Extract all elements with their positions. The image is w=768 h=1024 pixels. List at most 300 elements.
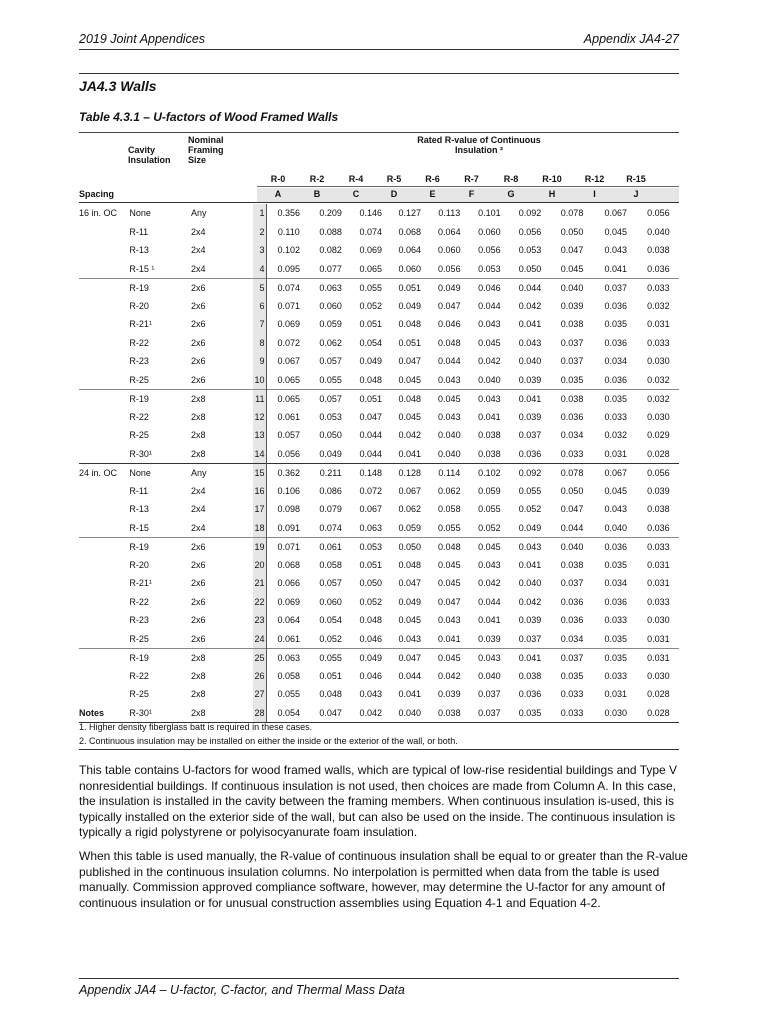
u-factor-cell: 0.038: [478, 430, 501, 441]
table-title: Table 4.3.1 – U-factors of Wood Framed Walls: [79, 110, 339, 124]
u-factor-cell: 0.036: [560, 411, 584, 422]
u-factor-cell: 0.066: [277, 578, 301, 589]
r-value-row: [257, 173, 679, 187]
u-factor-cell: 0.055: [478, 504, 501, 515]
framing-size-cell: 2x8: [191, 704, 253, 723]
cavity-insulation-cell: R-15: [129, 522, 149, 533]
u-factor-cell: 0.065: [359, 263, 382, 274]
u-factor-cell: 0.056: [277, 448, 301, 459]
column-letter-cell: J: [633, 189, 639, 199]
u-factor-cell: 0.106: [277, 485, 301, 496]
column-letter-cell: G: [507, 189, 515, 199]
u-factor-cell: 0.042: [398, 430, 422, 441]
u-factor-cell: 0.045: [478, 337, 501, 348]
cavity-header-line1: Cavity: [128, 145, 156, 155]
u-factor-cell: 0.031: [647, 559, 670, 570]
u-factor-cell: 0.049: [518, 522, 542, 533]
u-factor-cell: 0.031: [604, 689, 627, 700]
spacing-cell: [79, 445, 129, 464]
u-factor-cell: 0.058: [438, 504, 461, 515]
u-factor-cell: 0.041: [518, 319, 542, 330]
u-factor-cell: 0.057: [319, 356, 342, 367]
page-header: [79, 32, 679, 50]
u-factor-cell: 0.045: [604, 226, 627, 237]
description-paragraph-1: This table contains U-factors for wood framed walls, which are typical of low-rise residential buildings and Type V nonresidential buildings. If continuous insulation is not used, then choices are made from Column A. In this case, the insulation is installed in the cavity between the framing members. When continuous insulation is-used, this is typically installed on the exterior side of the wall, but can also be used on the inside. The continuous insulation is typically a rigid polystyrene or polyisocyanurate foam insulation.: [79, 763, 678, 839]
u-factor-cell: 0.056: [518, 226, 542, 237]
u-factor-cell: 0.053: [351, 537, 390, 556]
u-factor-cell: 0.071: [267, 537, 310, 556]
row-number-cell: 12: [253, 408, 267, 427]
column-letter-row: [257, 188, 679, 202]
u-factor-cell: 0.041: [604, 263, 627, 274]
u-factor-cell: 0.082: [319, 245, 342, 256]
u-factor-cell: 0.031: [647, 578, 670, 589]
u-factor-cell: 0.028: [638, 704, 679, 723]
spacing-cell: [79, 297, 129, 316]
section-title: JA4.3 Walls: [79, 73, 679, 94]
u-factor-cell: 0.078: [560, 208, 584, 219]
cavity-insulation-cell: R-19: [129, 648, 191, 667]
u-factor-cell: 0.032: [647, 300, 670, 311]
nominal-header-line1: Nominal: [188, 135, 224, 145]
u-factor-cell: 0.086: [319, 485, 342, 496]
u-factor-cell: 0.043: [518, 337, 542, 348]
u-factor-cell: 0.048: [429, 537, 469, 556]
u-factor-cell: 0.045: [604, 485, 627, 496]
cavity-header-line2: Insulation: [128, 155, 171, 165]
cavity-insulation-cell: R-30¹: [129, 704, 191, 723]
cavity-insulation-cell: None: [129, 208, 151, 219]
u-factor-cell: 0.051: [351, 389, 390, 408]
u-factor-cell: 0.035: [604, 559, 627, 570]
u-factor-cell: 0.039: [518, 374, 542, 385]
u-factor-cell: 0.030: [647, 356, 670, 367]
column-letter-cell: C: [352, 189, 360, 199]
u-factor-cell: 0.045: [398, 374, 422, 385]
table-row: [79, 574, 679, 593]
u-factor-cell: 0.049: [319, 448, 342, 459]
framing-size-cell: 2x8: [190, 448, 206, 459]
u-factor-cell: 0.061: [310, 537, 351, 556]
u-factor-cell: 0.092: [518, 208, 542, 219]
cavity-insulation-cell: R-19: [129, 537, 191, 556]
u-factor-cell: 0.032: [638, 389, 679, 408]
u-factor-cell: 0.113: [438, 208, 461, 219]
row-number-cell: 1: [253, 204, 267, 223]
row-number-cell: 3: [253, 241, 267, 260]
spacing-cell: [79, 611, 129, 630]
framing-size-cell: 2x8: [190, 430, 206, 441]
u-factor-cell: 0.038: [518, 670, 542, 681]
r-value-header-cell: R-5: [386, 174, 402, 184]
u-factor-cell: 0.031: [638, 648, 679, 667]
u-factor-cell: 0.068: [277, 559, 301, 570]
u-factor-cell: 0.036: [560, 615, 584, 626]
u-factor-cell: 0.056: [438, 263, 461, 274]
u-factor-cell: 0.074: [319, 522, 342, 533]
table-row: [79, 223, 679, 242]
row-number-cell: 13: [253, 426, 267, 445]
u-factor-cell: 0.041: [509, 648, 550, 667]
column-letter-cell: I: [593, 189, 596, 199]
u-factor-cell: 0.047: [390, 648, 429, 667]
u-factor-cell: 0.036: [604, 300, 627, 311]
u-factor-cell: 0.068: [398, 226, 422, 237]
u-factor-cell: 0.038: [551, 389, 594, 408]
u-factor-cell: 0.040: [647, 226, 670, 237]
u-factor-cell: 0.042: [438, 670, 461, 681]
u-factor-cell: 0.050: [359, 578, 382, 589]
u-factor-cell: 0.035: [594, 389, 638, 408]
row-number-cell: 28: [253, 704, 267, 723]
u-factor-cell: 0.055: [438, 522, 461, 533]
u-factor-cell: 0.045: [438, 578, 461, 589]
framing-size-cell: 2x6: [190, 615, 206, 626]
u-factor-cell: 0.045: [398, 615, 422, 626]
u-factor-cell: 0.092: [509, 463, 550, 482]
row-number-cell: 11: [253, 389, 267, 408]
spacing-cell: [79, 352, 129, 371]
u-factor-cell: 0.062: [398, 504, 422, 515]
spacing-cell: [79, 556, 129, 575]
u-factor-cell: 0.362: [267, 463, 310, 482]
u-factor-cell: 0.064: [438, 226, 461, 237]
spacing-cell: [79, 574, 129, 593]
u-factor-cell: 0.033: [638, 537, 679, 556]
framing-size-cell: 2x6: [191, 278, 253, 297]
spacing-cell: [79, 630, 129, 649]
u-factor-cell: 0.043: [469, 648, 509, 667]
u-factor-cell: 0.071: [277, 300, 301, 311]
nominal-header-line3: Size: [188, 155, 207, 165]
u-factor-cell: 0.033: [560, 448, 584, 459]
u-factor-cell: 0.044: [438, 356, 461, 367]
u-factor-cell: 0.043: [604, 504, 627, 515]
framing-size-cell: 2x8: [191, 648, 253, 667]
framing-size-cell: 2x6: [190, 633, 206, 644]
u-factor-cell: 0.047: [359, 411, 382, 422]
u-factor-cell: 0.050: [319, 430, 342, 441]
u-factor-cell: 0.055: [310, 648, 351, 667]
u-factor-cell: 0.101: [478, 208, 501, 219]
spacing-cell: [79, 334, 129, 353]
r-value-header-cell: R-8: [503, 174, 519, 184]
u-factor-cell: 0.046: [359, 633, 382, 644]
column-letter-cell: E: [429, 189, 436, 199]
u-factor-cell: 0.059: [398, 522, 422, 533]
u-factor-cell: 0.060: [398, 263, 422, 274]
spacing-cell: [79, 241, 129, 260]
u-factor-cell: 0.041: [478, 615, 501, 626]
u-factor-cell: 0.069: [359, 245, 382, 256]
u-factor-cell: 0.033: [604, 670, 627, 681]
row-number-cell: 25: [253, 648, 267, 667]
u-factor-cell: 0.127: [398, 208, 422, 219]
u-factor-cell: 0.078: [551, 463, 594, 482]
row-number-cell: 5: [253, 278, 267, 297]
framing-size-cell: 2x6: [190, 374, 206, 385]
u-factor-cell: 0.040: [604, 522, 627, 533]
u-factor-cell: 0.051: [398, 337, 422, 348]
framing-size-cell: 2x6: [190, 356, 206, 367]
u-factor-cell: 0.062: [438, 485, 461, 496]
u-factor-cell: 0.038: [560, 319, 584, 330]
u-factor-cell: 0.067: [604, 208, 627, 219]
cavity-insulation-cell: R-19: [129, 278, 191, 297]
u-factor-cell: 0.148: [351, 463, 390, 482]
u-factor-cell: 0.045: [429, 389, 469, 408]
row-number-cell: 27: [253, 685, 267, 704]
u-factor-cell: 0.038: [647, 504, 670, 515]
u-factor-cell: 0.052: [359, 300, 382, 311]
cavity-insulation-cell: R-30¹: [129, 448, 152, 459]
spacing-cell: [79, 482, 129, 501]
row-number-cell: 8: [253, 334, 267, 353]
table-row: [79, 500, 679, 519]
u-factor-cell: 0.051: [359, 319, 382, 330]
row-number-cell: 2: [253, 223, 267, 242]
spacing-cell: [79, 667, 129, 686]
row-number-cell: 14: [253, 445, 267, 464]
u-factor-cell: 0.102: [469, 463, 509, 482]
u-factor-cell: 0.054: [359, 337, 382, 348]
u-factor-cell: 0.030: [647, 615, 670, 626]
spacing-cell: [79, 371, 129, 390]
u-factor-cell: 0.055: [518, 485, 542, 496]
u-factor-cell: 0.055: [277, 689, 301, 700]
u-factor-cell: 0.098: [277, 504, 301, 515]
u-factor-cell: 0.037: [518, 633, 542, 644]
u-factor-cell: 0.114: [429, 463, 469, 482]
description-paragraph-2: When this table is used manually, the R-value of continuous insulation shall be equal to or greater than the R-value published in the continuous insulation columns. No interpolation is permitted when data from the table is used manually. Commission approved compliance software, however, may determine the U-factor for any amount of continuous insulation or for unusual construction assemblies using Equation 4-1 and Equation 4-2.: [79, 849, 688, 910]
u-factor-cell: 0.050: [518, 263, 542, 274]
row-number-cell: 19: [253, 537, 267, 556]
u-factor-cell: 0.043: [438, 411, 461, 422]
framing-size-cell: 2x4: [190, 245, 206, 256]
u-factor-cell: 0.033: [551, 704, 594, 723]
u-factor-cell: 0.046: [359, 670, 382, 681]
u-factor-cell: 0.043: [478, 319, 501, 330]
table-row: [79, 593, 679, 612]
u-factor-cell: 0.030: [594, 704, 638, 723]
u-factor-cell: 0.041: [509, 389, 550, 408]
u-factor-cell: 0.051: [359, 559, 382, 570]
u-factor-cell: 0.062: [319, 337, 342, 348]
spacing-cell: [79, 389, 129, 408]
table-row: [79, 352, 679, 371]
u-factor-cell: 0.036: [560, 596, 584, 607]
u-factor-cell: 0.043: [438, 615, 461, 626]
u-factor-cell: 0.069: [277, 596, 301, 607]
table-row: [79, 371, 679, 390]
header-right-text: Appendix JA4-27: [583, 32, 679, 46]
table-row: [79, 260, 679, 279]
u-factor-cell: 0.045: [429, 648, 469, 667]
framing-size-cell: 2x6: [190, 578, 206, 589]
column-letter-cell: D: [390, 189, 398, 199]
u-factor-cell: 0.065: [277, 374, 301, 385]
table-row: [79, 334, 679, 353]
u-factor-cell: 0.033: [560, 689, 584, 700]
u-factor-cell: 0.039: [518, 615, 542, 626]
u-factor-cell: 0.046: [438, 319, 461, 330]
u-factor-cell: 0.047: [560, 504, 584, 515]
u-factor-cell: 0.059: [478, 485, 501, 496]
table-row: [79, 241, 679, 260]
row-number-cell: 18: [253, 519, 267, 538]
row-number-cell: 15: [253, 463, 267, 482]
u-factor-cell: 0.038: [478, 448, 501, 459]
u-factor-cell: 0.031: [647, 319, 670, 330]
u-factor-cell: 0.039: [560, 300, 584, 311]
u-factor-cell: 0.037: [469, 704, 509, 723]
u-factor-cell: 0.044: [398, 670, 422, 681]
page-footer: Appendix JA4 – U-factor, C-factor, and Thermal Mass Data: [79, 978, 679, 997]
cavity-insulation-cell: R-25: [129, 633, 149, 644]
u-factor-cell: 0.036: [518, 448, 542, 459]
u-factor-cell: 0.110: [277, 226, 300, 237]
u-factor-cell: 0.061: [277, 633, 301, 644]
u-factor-cell: 0.048: [359, 615, 382, 626]
u-factor-cell: 0.050: [560, 226, 584, 237]
u-factor-cell: 0.040: [551, 278, 594, 297]
u-factor-cell: 0.038: [647, 245, 670, 256]
table-row: [79, 519, 679, 538]
spacing-cell: [79, 260, 129, 279]
u-factor-cell: 0.043: [398, 633, 422, 644]
table-row: [79, 482, 679, 501]
rated-r-value-header: [379, 135, 579, 155]
u-factor-cell: 0.044: [478, 596, 501, 607]
framing-size-cell: 2x6: [190, 337, 206, 348]
r-value-header-cell: R-4: [348, 174, 364, 184]
u-factor-cell: 0.063: [359, 522, 382, 533]
u-factor-cell: 0.049: [351, 648, 390, 667]
u-factor-cell: 0.037: [560, 337, 584, 348]
u-factor-cell: 0.060: [319, 596, 342, 607]
r-value-header-cell: R-0: [270, 174, 286, 184]
u-factor-cell: 0.056: [647, 208, 670, 219]
cavity-insulation-cell: R-11: [129, 226, 149, 237]
framing-size-cell: 2x6: [190, 559, 206, 570]
u-factor-cell: 0.037: [478, 689, 501, 700]
rated-header-line1: Rated R-value of Continuous: [417, 135, 541, 145]
u-factor-cell: 0.072: [359, 485, 382, 496]
u-factor-cell: 0.041: [398, 689, 422, 700]
u-factor-cell: 0.052: [359, 596, 382, 607]
cavity-insulation-cell: R-25: [129, 689, 149, 700]
u-factor-cell: 0.039: [647, 485, 670, 496]
u-factor-cell: 0.043: [359, 689, 382, 700]
u-factor-table: [79, 132, 679, 723]
spacing-cell: [79, 426, 129, 445]
u-factor-cell: 0.045: [560, 263, 584, 274]
cavity-insulation-cell: R-20: [129, 559, 149, 570]
u-factor-cell: 0.057: [310, 389, 351, 408]
row-number-cell: 17: [253, 500, 267, 519]
spacing-cell: [79, 223, 129, 242]
notes-title: Notes: [79, 708, 105, 718]
spacing-cell: [79, 408, 129, 427]
u-factor-cell: 0.036: [604, 374, 627, 385]
note-2: 2. Continuous insulation may be installed on either the inside or the exterior of the wall, or both.: [79, 734, 679, 750]
spacing-cell: [79, 648, 129, 667]
u-factor-cell: 0.056: [638, 463, 679, 482]
u-factor-cell: 0.042: [478, 578, 501, 589]
table-row: [79, 278, 679, 297]
u-factor-cell: 0.091: [277, 522, 301, 533]
u-factor-cell: 0.058: [319, 559, 342, 570]
u-factor-cell: 0.040: [478, 374, 501, 385]
u-factor-cell: 0.067: [359, 504, 382, 515]
u-factor-cell: 0.036: [647, 522, 670, 533]
u-factor-cell: 0.050: [560, 485, 584, 496]
u-factor-cell: 0.065: [267, 389, 310, 408]
cavity-insulation-cell: R-11: [129, 485, 149, 496]
u-factor-cell: 0.102: [277, 245, 301, 256]
u-factor-cell: 0.128: [390, 463, 429, 482]
cavity-insulation-cell: R-25: [129, 374, 149, 385]
u-factor-cell: 0.034: [604, 356, 627, 367]
header-left-text: 2019 Joint Appendices: [79, 32, 206, 46]
u-factor-cell: 0.044: [359, 430, 382, 441]
u-factor-cell: 0.069: [277, 319, 301, 330]
framing-size-cell: 2x6: [190, 319, 206, 330]
u-factor-cell: 0.042: [351, 704, 390, 723]
framing-size-cell: 2x6: [191, 537, 253, 556]
u-factor-cell: 0.040: [390, 704, 429, 723]
u-factor-cell: 0.043: [469, 389, 509, 408]
u-factor-cell: 0.067: [594, 463, 638, 482]
u-factor-cell: 0.049: [359, 356, 382, 367]
row-number-cell: 22: [253, 593, 267, 612]
u-factor-cell: 0.043: [509, 537, 550, 556]
u-factor-cell: 0.063: [267, 648, 310, 667]
framing-size-cell: 2x6: [190, 596, 206, 607]
spacing-cell: [79, 315, 129, 334]
u-factor-cell: 0.060: [319, 300, 342, 311]
spacing-cell: [79, 537, 129, 556]
u-factor-cell: 0.040: [551, 537, 594, 556]
u-factor-cell: 0.047: [398, 356, 422, 367]
u-factor-cell: 0.040: [438, 430, 461, 441]
u-factor-cell: 0.074: [359, 226, 382, 237]
u-factor-cell: 0.356: [277, 208, 301, 219]
table-row: [79, 556, 679, 575]
u-factor-cell: 0.047: [398, 578, 422, 589]
u-factor-cell: 0.038: [429, 704, 469, 723]
u-factor-cell: 0.049: [429, 278, 469, 297]
spacing-cell: [79, 685, 129, 704]
r-value-header-cell: R-6: [425, 174, 440, 184]
u-factor-cell: 0.048: [390, 389, 429, 408]
framing-size-cell: 2x8: [191, 389, 253, 408]
u-factor-cell: 0.035: [560, 670, 584, 681]
u-factor-cell: 0.048: [319, 689, 342, 700]
r-value-header-cell: R-10: [542, 174, 562, 184]
u-factor-cell: 0.047: [438, 300, 461, 311]
framing-size-cell: 2x4: [190, 504, 206, 515]
u-factor-cell: 0.029: [647, 430, 670, 441]
row-number-cell: 23: [253, 611, 267, 630]
column-letter-cell: B: [313, 189, 321, 199]
framing-size-cell: 2x8: [190, 670, 206, 681]
cavity-insulation-cell: R-13: [129, 504, 149, 515]
u-factor-cell: 0.054: [267, 704, 310, 723]
u-factor-cell: 0.049: [398, 596, 422, 607]
u-factor-cell: 0.039: [478, 633, 501, 644]
table-row: [79, 611, 679, 630]
